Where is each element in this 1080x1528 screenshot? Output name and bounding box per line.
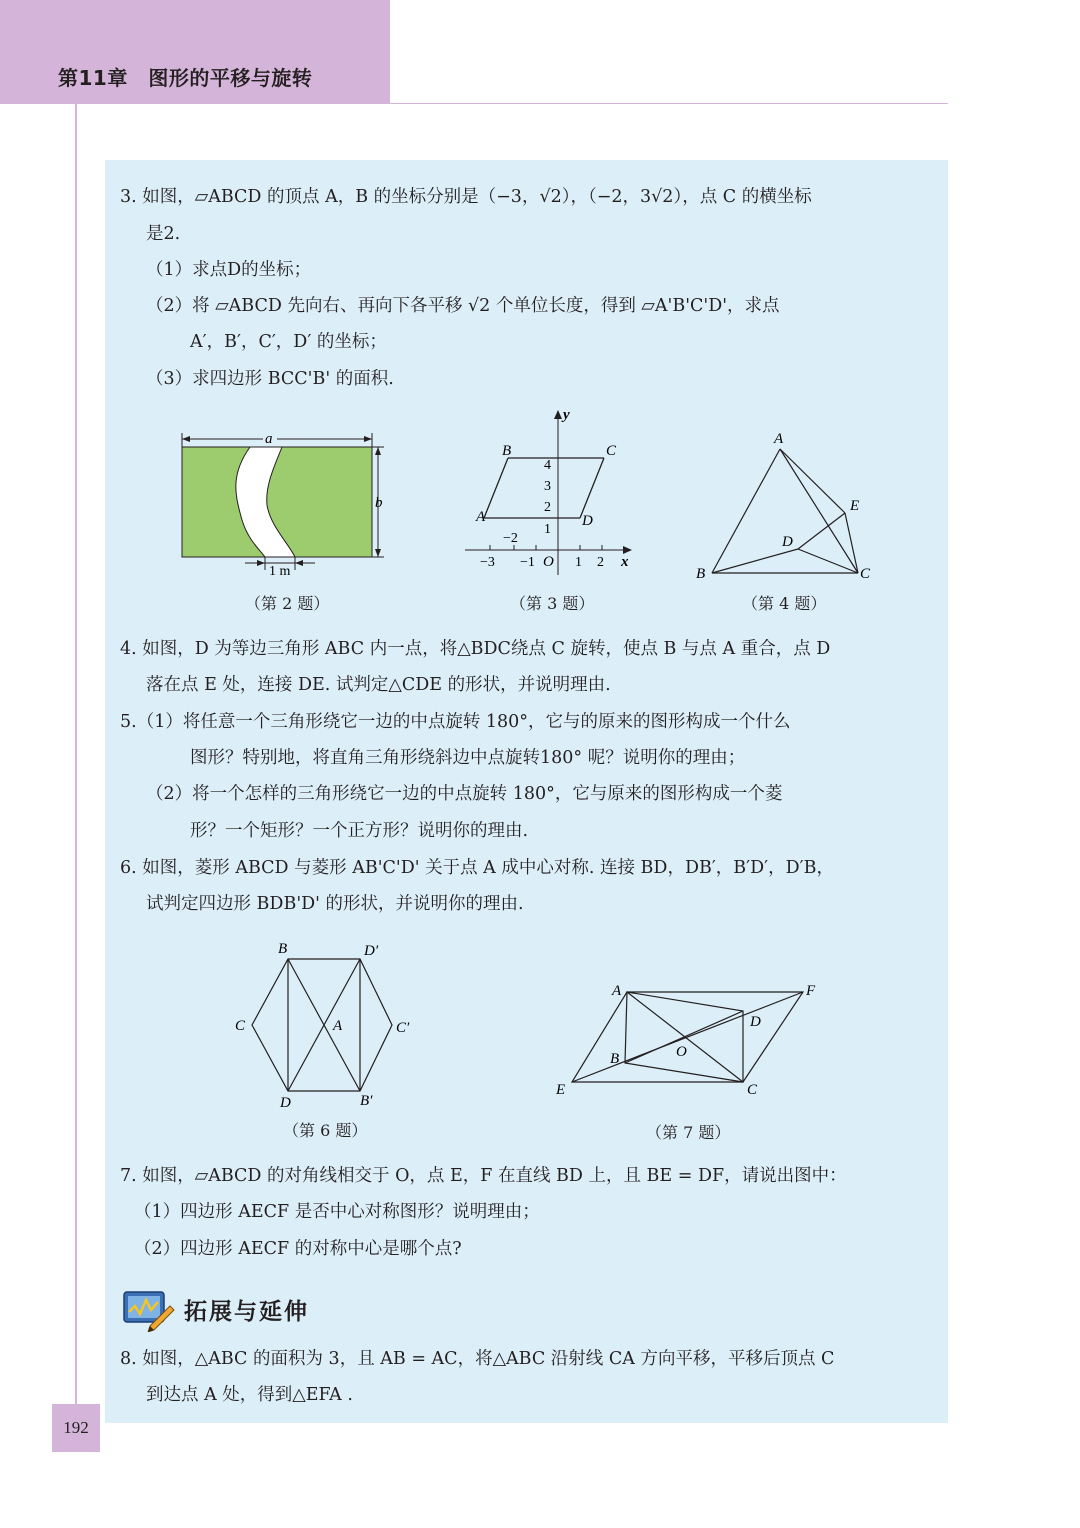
margin-rule bbox=[75, 104, 77, 1404]
problem-4-line-1: 4. 如图，D 为等边三角形 ABC 内一点，将△BDC绕点 C 旋转，使点 B 与点 A 重合，点 D bbox=[120, 639, 831, 659]
fig3-origin: O bbox=[543, 554, 554, 570]
problem-3-q2b: A′，B′，C′，D′ 的坐标； bbox=[190, 332, 387, 352]
problem-5-line-2: 图形？特别地，将直角三角形绕斜边中点旋转180° 呢？说明你的理由； bbox=[190, 748, 746, 768]
fig7-point-B: B bbox=[610, 1051, 620, 1067]
fig7-point-O: O bbox=[676, 1044, 687, 1060]
fig3-xtick-neg3: −3 bbox=[480, 555, 495, 570]
fig2-label-b: b bbox=[375, 495, 383, 511]
header-rule bbox=[390, 103, 948, 104]
fig6-point-C: C bbox=[235, 1018, 246, 1034]
figure-3 bbox=[460, 405, 640, 580]
figure-4 bbox=[690, 425, 880, 585]
fig7-point-F: F bbox=[806, 983, 816, 999]
fig6-point-C2: C′ bbox=[396, 1020, 410, 1036]
fig6-point-B: B bbox=[278, 941, 288, 957]
problem-5-line-3: （2）将一个怎样的三角形绕它一边的中点旋转 180°，它与原来的图形构成一个菱 bbox=[146, 784, 783, 804]
fig3-axis-x: x bbox=[621, 554, 629, 570]
page-number: 192 bbox=[52, 1404, 100, 1452]
fig4-point-D: D bbox=[782, 534, 793, 550]
fig3-axis-y: y bbox=[563, 407, 570, 423]
fig4-point-E: E bbox=[850, 498, 860, 514]
fig3-ytick-4: 4 bbox=[544, 458, 551, 473]
problem-7-line-1: 7. 如图，▱ABCD 的对角线相交于 O，点 E，F 在直线 BD 上，且 BE = DF，请说出图中： bbox=[120, 1166, 847, 1186]
figure-6 bbox=[230, 935, 430, 1115]
fig3-ytick-1: 1 bbox=[544, 522, 551, 537]
problem-3-q2a: （2）将 ▱ABCD 先向右、再向下各平移 √2 个单位长度，得到 ▱A'B'C'D'，求点 bbox=[146, 296, 780, 316]
caption-fig2: （第 2 题） bbox=[245, 594, 330, 613]
fig7-point-A: A bbox=[612, 983, 622, 999]
fig3-xtick-neg1: −1 bbox=[520, 555, 535, 570]
figure-2 bbox=[170, 425, 400, 585]
fig3-point-A: A bbox=[476, 509, 486, 525]
fig4-point-C: C bbox=[860, 566, 871, 582]
fig3-point-C: C bbox=[606, 443, 617, 459]
caption-fig3: （第 3 题） bbox=[510, 594, 595, 613]
fig7-point-C: C bbox=[747, 1082, 758, 1098]
problem-8-line-1: 8. 如图，△ABC 的面积为 3，且 AB = AC，将△ABC 沿射线 CA 方向平移，平移后顶点 C bbox=[120, 1349, 835, 1369]
fig7-point-E: E bbox=[556, 1082, 566, 1098]
problem-3-line-1: 3. 如图，▱ABCD 的顶点 A，B 的坐标分别是（−3，√2），（−2，3√2），点 C 的横坐标 bbox=[120, 187, 812, 207]
fig6-point-B2: B′ bbox=[360, 1093, 373, 1109]
pencil-chart-icon bbox=[120, 1286, 176, 1332]
fig2-label-width: 1 m bbox=[269, 564, 291, 579]
fig7-point-D: D bbox=[750, 1014, 761, 1030]
problem-4-line-2: 落在点 E 处，连接 DE. 试判定△CDE 的形状，并说明理由. bbox=[146, 675, 611, 695]
problem-3-q1: （1）求点D的坐标； bbox=[146, 260, 312, 280]
figure-7 bbox=[550, 975, 830, 1105]
problem-3-q3: （3）求四边形 BCC'B' 的面积. bbox=[146, 369, 394, 389]
caption-fig4: （第 4 题） bbox=[742, 594, 827, 613]
fig3-xtick-neg2: −2 bbox=[503, 531, 518, 546]
fig3-xtick-1: 1 bbox=[575, 555, 582, 570]
fig6-point-A: A bbox=[333, 1018, 343, 1034]
fig6-point-D: D bbox=[280, 1095, 291, 1111]
problem-5-line-4: 形？一个矩形？一个正方形？说明你的理由. bbox=[190, 821, 529, 841]
problem-6-line-2: 试判定四边形 BDB'D' 的形状，并说明你的理由. bbox=[146, 894, 524, 914]
fig3-ytick-3: 3 bbox=[544, 479, 551, 494]
problem-3-line-2: 是2. bbox=[146, 224, 181, 244]
fig6-point-D2: D′ bbox=[364, 943, 379, 959]
section-title: 拓展与延伸 bbox=[184, 1299, 309, 1325]
caption-fig7: （第 7 题） bbox=[646, 1123, 731, 1142]
fig4-point-A: A bbox=[774, 431, 784, 447]
caption-fig6: （第 6 题） bbox=[283, 1121, 368, 1140]
problem-6-line-1: 6. 如图，菱形 ABCD 与菱形 AB'C'D' 关于点 A 成中心对称. 连接 BD，DB′，B′D′，D′B， bbox=[120, 858, 835, 878]
fig3-xtick-2: 2 bbox=[597, 555, 604, 570]
fig3-point-D: D bbox=[582, 513, 593, 529]
problem-8-line-2: 到达点 A 处，得到△EFA . bbox=[146, 1385, 353, 1405]
fig3-point-B: B bbox=[502, 443, 512, 459]
problem-7-q1: （1）四边形 AECF 是否中心对称图形？说明理由； bbox=[134, 1202, 540, 1222]
problem-5-line-1: 5.（1）将任意一个三角形绕它一边的中点旋转 180°，它与的原来的图形构成一个什么 bbox=[120, 712, 791, 732]
problem-7-q2: （2）四边形 AECF 的对称中心是哪个点? bbox=[134, 1239, 462, 1259]
fig4-point-B: B bbox=[696, 566, 706, 582]
chapter-title: 第11章 图形的平移与旋转 bbox=[58, 66, 313, 90]
fig2-label-a: a bbox=[265, 431, 273, 447]
fig3-ytick-2: 2 bbox=[544, 500, 551, 515]
